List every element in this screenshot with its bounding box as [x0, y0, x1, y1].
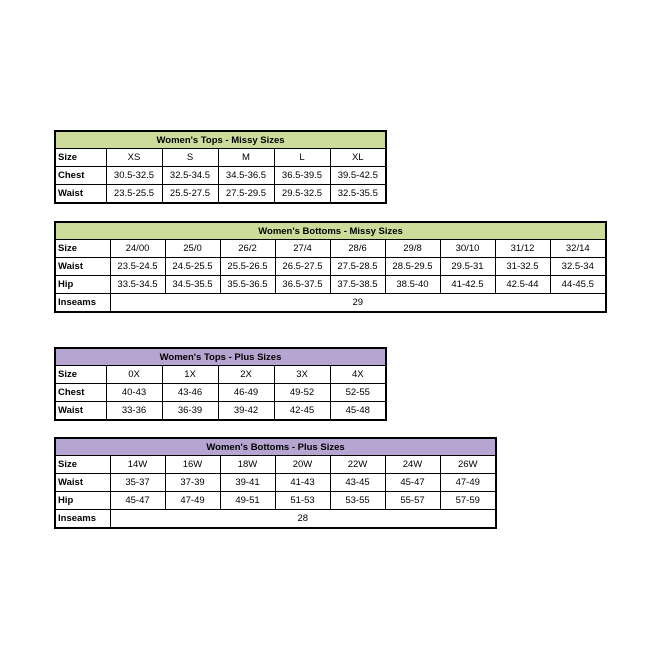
row-label: Hip — [55, 276, 110, 294]
table-title: Women's Tops - Plus Sizes — [55, 348, 386, 366]
measure-cell: 32.5-35.5 — [330, 185, 386, 204]
measure-cell: 29.5-32.5 — [274, 185, 330, 204]
womens-tops-missy-table — [54, 130, 387, 204]
size-header-label: Size — [55, 149, 106, 167]
measure-cell: 27.5-29.5 — [218, 185, 274, 204]
size-cell: 26W — [440, 456, 496, 474]
measure-cell: 25.5-26.5 — [220, 258, 275, 276]
measure-cell: 52-55 — [330, 384, 386, 402]
size-cell: 31/12 — [495, 240, 550, 258]
measure-cell: 46-49 — [218, 384, 274, 402]
measure-cell: 23.5-24.5 — [110, 258, 165, 276]
measure-cell: 43-45 — [330, 474, 385, 492]
table-title: Women's Bottoms - Plus Sizes — [55, 438, 496, 456]
measure-cell: 33-36 — [106, 402, 162, 421]
measure-cell: 39-41 — [220, 474, 275, 492]
measure-cell: 36.5-37.5 — [275, 276, 330, 294]
measure-cell: 30.5-32.5 — [106, 167, 162, 185]
womens-bottoms-missy-table — [54, 221, 607, 313]
size-cell: 32/14 — [550, 240, 606, 258]
measure-cell: 27.5-28.5 — [330, 258, 385, 276]
inseam-label: Inseams — [55, 294, 110, 313]
measure-cell: 35.5-36.5 — [220, 276, 275, 294]
size-cell: 25/0 — [165, 240, 220, 258]
measure-cell: 40-43 — [106, 384, 162, 402]
measure-cell: 34.5-36.5 — [218, 167, 274, 185]
measure-cell: 47-49 — [165, 492, 220, 510]
measure-cell: 49-52 — [274, 384, 330, 402]
measure-cell: 53-55 — [330, 492, 385, 510]
size-cell: 24/00 — [110, 240, 165, 258]
size-cell: 24W — [385, 456, 440, 474]
size-cell: 28/6 — [330, 240, 385, 258]
row-label: Waist — [55, 474, 110, 492]
measure-cell: 31-32.5 — [495, 258, 550, 276]
row-label: Chest — [55, 167, 106, 185]
size-cell: 4X — [330, 366, 386, 384]
measure-cell: 23.5-25.5 — [106, 185, 162, 204]
row-label: Chest — [55, 384, 106, 402]
measure-cell: 37.5-38.5 — [330, 276, 385, 294]
measure-cell: 32.5-34 — [550, 258, 606, 276]
row-label: Waist — [55, 258, 110, 276]
measure-cell: 36.5-39.5 — [274, 167, 330, 185]
measure-cell: 25.5-27.5 — [162, 185, 218, 204]
inseam-value: 29 — [110, 294, 606, 313]
inseam-value: 28 — [110, 510, 496, 529]
measure-cell: 35-37 — [110, 474, 165, 492]
size-cell: 1X — [162, 366, 218, 384]
measure-cell: 34.5-35.5 — [165, 276, 220, 294]
table-title: Women's Bottoms - Missy Sizes — [55, 222, 606, 240]
size-cell: 3X — [274, 366, 330, 384]
measure-cell: 24.5-25.5 — [165, 258, 220, 276]
size-header-label: Size — [55, 366, 106, 384]
measure-cell: 44-45.5 — [550, 276, 606, 294]
row-label: Waist — [55, 402, 106, 421]
womens-tops-plus-table — [54, 347, 387, 421]
measure-cell: 42-45 — [274, 402, 330, 421]
measure-cell: 32.5-34.5 — [162, 167, 218, 185]
row-label: Hip — [55, 492, 110, 510]
measure-cell: 55-57 — [385, 492, 440, 510]
measure-cell: 42.5-44 — [495, 276, 550, 294]
size-cell: 20W — [275, 456, 330, 474]
measure-cell: 36-39 — [162, 402, 218, 421]
size-header-label: Size — [55, 240, 110, 258]
measure-cell: 33.5-34.5 — [110, 276, 165, 294]
measure-cell: 49-51 — [220, 492, 275, 510]
measure-cell: 45-47 — [385, 474, 440, 492]
size-cell: 14W — [110, 456, 165, 474]
measure-cell: 39-42 — [218, 402, 274, 421]
measure-cell: 47-49 — [440, 474, 496, 492]
size-cell: 0X — [106, 366, 162, 384]
measure-cell: 28.5-29.5 — [385, 258, 440, 276]
size-cell: 30/10 — [440, 240, 495, 258]
measure-cell: 26.5-27.5 — [275, 258, 330, 276]
measure-cell: 45-48 — [330, 402, 386, 421]
size-cell: 16W — [165, 456, 220, 474]
size-cell: 27/4 — [275, 240, 330, 258]
table-title: Women's Tops - Missy Sizes — [55, 131, 386, 149]
inseam-label: Inseams — [55, 510, 110, 529]
measure-cell: 37-39 — [165, 474, 220, 492]
measure-cell: 41-42.5 — [440, 276, 495, 294]
measure-cell: 38.5-40 — [385, 276, 440, 294]
size-cell: 22W — [330, 456, 385, 474]
size-cell: XS — [106, 149, 162, 167]
size-cell: 18W — [220, 456, 275, 474]
size-cell: S — [162, 149, 218, 167]
measure-cell: 39.5-42.5 — [330, 167, 386, 185]
measure-cell: 41-43 — [275, 474, 330, 492]
size-cell: XL — [330, 149, 386, 167]
size-cell: 26/2 — [220, 240, 275, 258]
womens-bottoms-plus-table — [54, 437, 497, 529]
size-cell: L — [274, 149, 330, 167]
size-cell: 2X — [218, 366, 274, 384]
measure-cell: 45-47 — [110, 492, 165, 510]
measure-cell: 29.5-31 — [440, 258, 495, 276]
size-header-label: Size — [55, 456, 110, 474]
size-cell: 29/8 — [385, 240, 440, 258]
size-cell: M — [218, 149, 274, 167]
measure-cell: 57-59 — [440, 492, 496, 510]
measure-cell: 43-46 — [162, 384, 218, 402]
row-label: Waist — [55, 185, 106, 204]
measure-cell: 51-53 — [275, 492, 330, 510]
